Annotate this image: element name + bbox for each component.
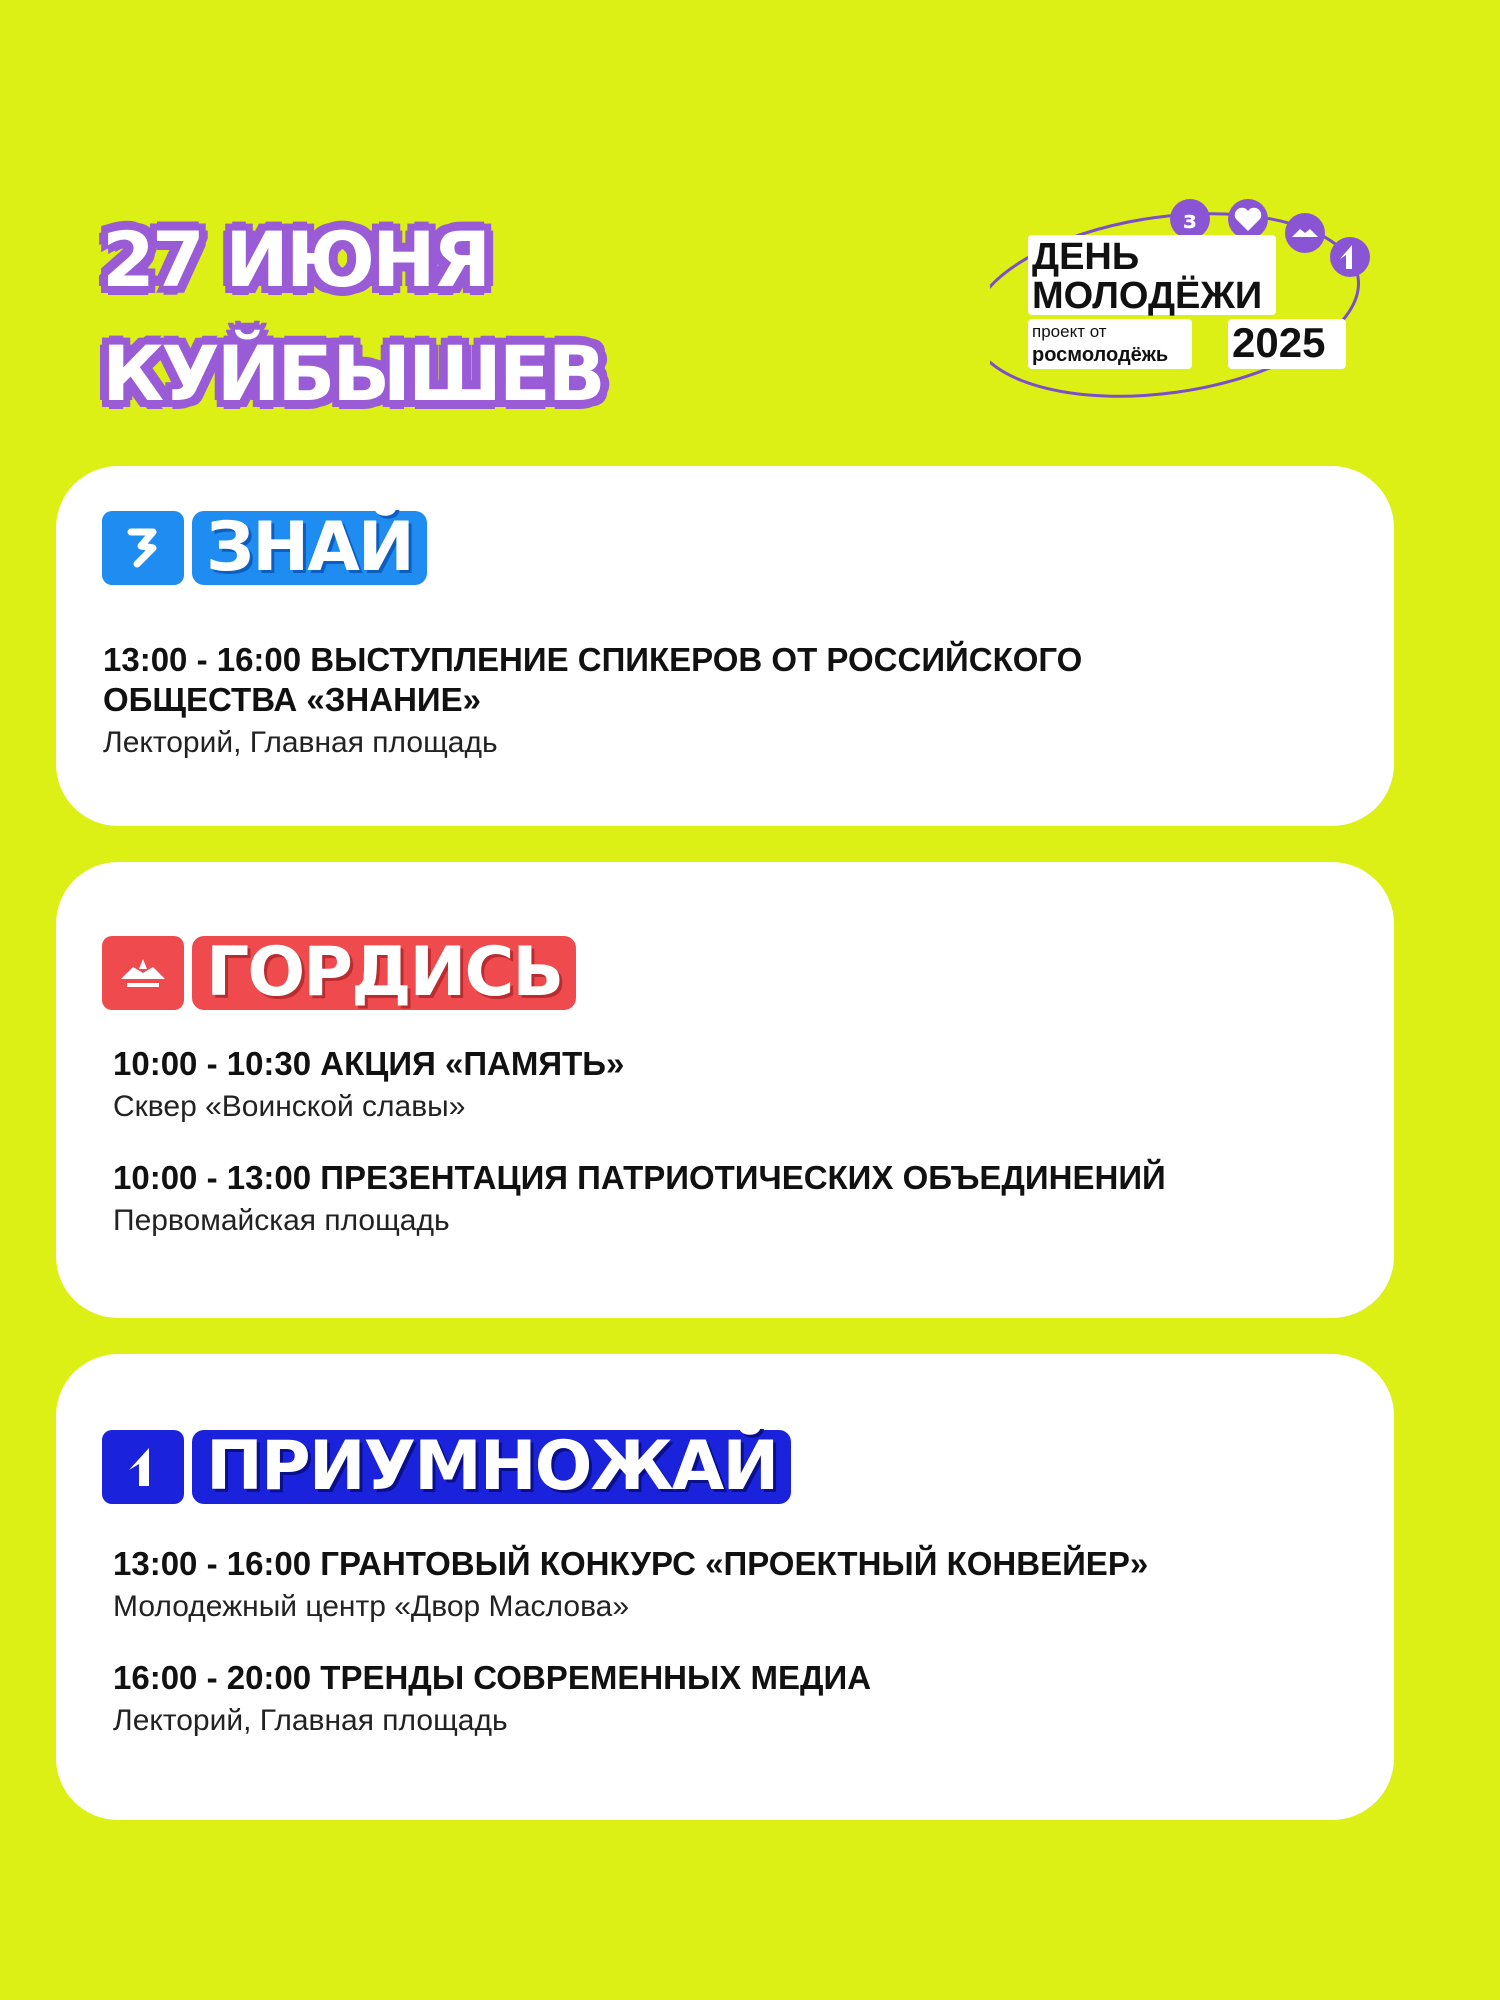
logo-year: 2025 [1232,319,1326,366]
section-label-gordis: ГОРДИСЬ [192,936,576,1010]
event-place: Лекторий, Главная площадь [113,1704,508,1737]
section-label-priumnozhai: ПРИУМНОЖАЙ [192,1430,791,1504]
one-icon [102,1430,184,1504]
event-place: Первомайская площадь [113,1204,450,1237]
section-card-priumnozhai [56,1354,1394,1820]
section-card-znai [56,466,1394,826]
event-title: 13:00 - 16:00 ГРАНТОВЫЙ КОНКУРС «ПРОЕКТНЫЙ КОНВЕЙЕР» [113,1545,1149,1582]
den-molodezhi-logo [990,195,1390,405]
event-place: Молодежный центр «Двор Маслова» [113,1590,630,1623]
logo-line2: МОЛОДЁЖИ [1032,275,1263,317]
event-place: Лекторий, Главная площадь [103,726,498,759]
section-badge-znai [102,508,427,587]
z-icon [102,511,184,585]
section-card-gordis [56,862,1394,1318]
heart-icon [1228,199,1268,239]
event-place: Сквер «Воинской славы» [113,1090,466,1123]
svg-text:з: з [1183,206,1197,234]
event-title-line: 13:00 - 16:00 ВЫСТУПЛЕНИЕ СПИКЕРОВ ОТ РОССИЙСКОГО [103,641,1083,678]
section-badge-priumnozhai [102,1427,791,1506]
event-title: 16:00 - 20:00 ТРЕНДЫ СОВРЕМЕННЫХ МЕДИА [113,1659,872,1696]
headline-date: 27 ИЮНЯ [102,215,489,304]
logo-line1: ДЕНЬ [1032,236,1140,278]
logo-small2: росмолодёжь [1032,344,1169,366]
event-title: 10:00 - 10:30 АКЦИЯ «ПАМЯТЬ» [113,1045,625,1082]
section-label-znai: ЗНАЙ [192,511,427,585]
bird-icon [1285,213,1325,253]
bird-icon [102,936,184,1010]
event-title: 10:00 - 13:00 ПРЕЗЕНТАЦИЯ ПАТРИОТИЧЕСКИХ ОБЪЕДИНЕНИЙ [113,1159,1166,1196]
one-icon [1330,237,1370,277]
headline-city: КУЙБЫШЕВ [102,329,603,418]
z-icon [1170,199,1210,239]
section-badge-gordis [102,933,576,1012]
logo-small1: проект от [1032,322,1107,341]
event-title-line: ОБЩЕСТВА «ЗНАНИЕ» [103,681,481,718]
